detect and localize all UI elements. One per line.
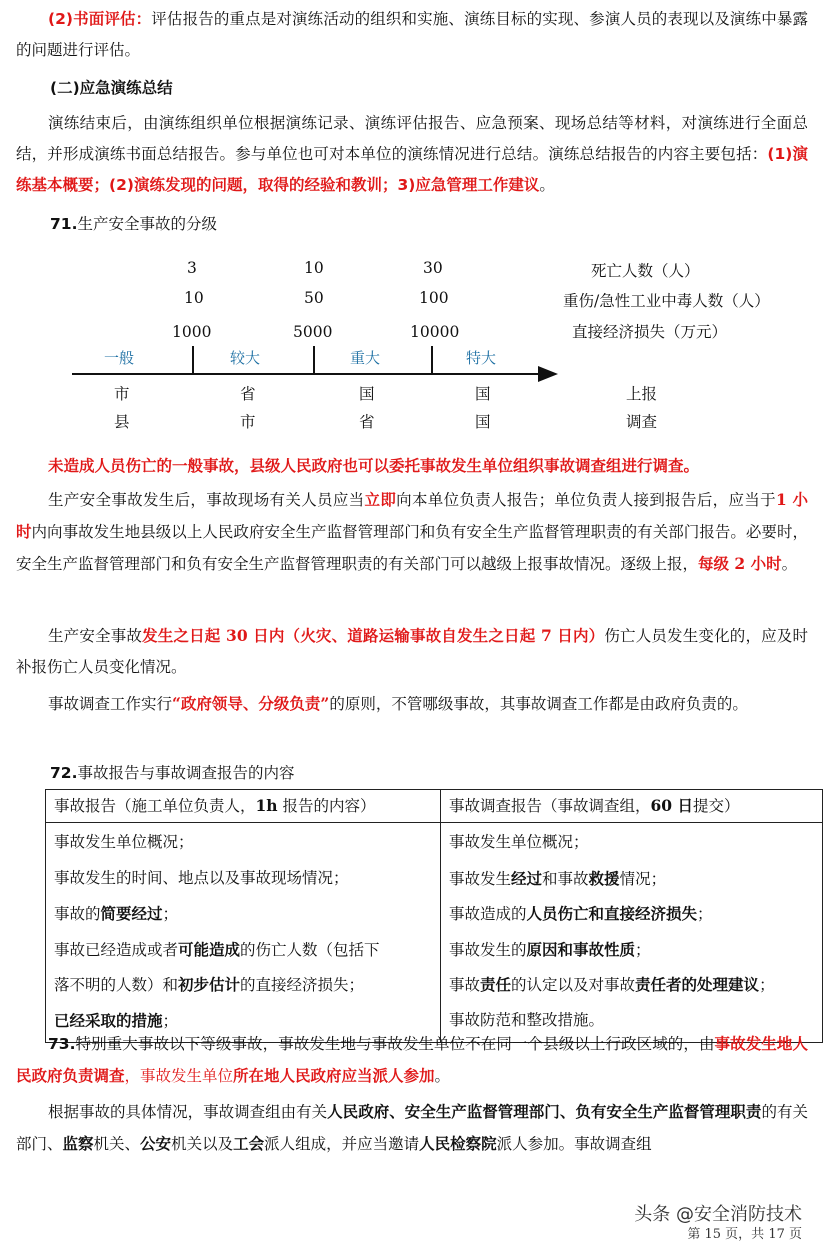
red-note-text: 未造成人员伤亡的一般事故，县级人民政府也可以委托事故发生单位组织事故调查组进行调查。 (48, 457, 700, 475)
accident-report-contents (46, 823, 441, 1043)
death-count-label: 死亡人数（人） (591, 262, 700, 280)
right-item-2c: 和事故 (542, 869, 589, 888)
grade-serious: 重大 (350, 349, 381, 367)
list-item (449, 932, 814, 968)
list-item (449, 825, 814, 861)
page-number: 第 15 页，共 17 页 (687, 1227, 802, 1242)
item-73-highlight-1: 事故发生地人民政府负责调查 (16, 1034, 808, 1085)
left-item-5a: 落不明的人数）和 (54, 976, 179, 994)
right-item-2d: 救援 (588, 868, 620, 888)
list-item (54, 967, 432, 1003)
item-72-number: 72. (50, 764, 78, 782)
injury-count-label: 重伤/急性工业中毒人数（人） (563, 292, 770, 310)
red-note (48, 451, 818, 482)
investigate-level-major-minor: 市 (240, 413, 256, 431)
reporting-one-hour: 1 小时 (16, 490, 808, 541)
item-72-heading (50, 761, 294, 783)
grade-major-minor: 较大 (230, 349, 261, 367)
team-bold-2: 监察 (62, 1134, 94, 1153)
left-item-2: 事故发生的时间、地点以及事故现场情况； (54, 868, 349, 887)
report-level-especially-serious: 国 (475, 385, 491, 403)
left-header-text-b: 1h (255, 796, 278, 815)
loss-threshold-3: 10000 (410, 323, 460, 341)
right-item-2e: 情况； (619, 869, 667, 888)
left-header-text-c: 报告的内容） (277, 797, 376, 815)
casualty-text-1: 生产安全事故 (48, 627, 143, 645)
right-item-4a: 事故发生的 (449, 940, 527, 959)
right-item-2a: 事故发生 (449, 869, 512, 888)
team-bold-4: 工会 (233, 1134, 265, 1153)
death-threshold-1: 3 (187, 259, 197, 277)
drill-summary-text: 演练结束后，由演练组织单位根据演练记录、演练评估报告、应急预案、现场总结等材料，对演练进行全面总结，并形成演练书面总结报告。参与单位也可对本单位的演练情况进行总结。演练总结报告的内容主要包括： (16, 114, 808, 163)
right-header-text-b: 60 日 (650, 796, 693, 815)
item-71-heading (50, 212, 217, 234)
principle-highlight: “政府领导、分级负责” (172, 694, 330, 713)
investigate-level-especially-serious: 国 (475, 413, 491, 431)
economic-loss-label: 直接经济损失（万元） (572, 323, 728, 341)
grade-general: 一般 (104, 349, 135, 367)
injury-threshold-1: 10 (184, 289, 204, 307)
axis-tick-2 (313, 346, 315, 374)
written-evaluation-paragraph (16, 4, 808, 66)
team-text-1: 根据事故的具体情况，事故调查组由有关 (48, 1103, 328, 1121)
list-item (54, 861, 432, 897)
casualty-text-2: 伤亡人员发生变化的，应及时补报伤亡人员变化情况。 (16, 627, 808, 676)
left-item-4b: 可能造成 (178, 939, 241, 959)
team-bold-1: 人民政府、安全生产监督管理部门、负有安全生产监督管理职责 (327, 1102, 762, 1121)
item-73-number: 73. (48, 1035, 76, 1053)
right-header-text-c: 提交） (692, 797, 740, 815)
team-text-4: 机关以及 (171, 1135, 234, 1153)
left-item-4c: 的伤亡人数（包括下 (240, 940, 380, 959)
right-item-5d: 责任者的处理建议 (635, 975, 760, 994)
right-item-4c: ； (635, 940, 651, 959)
table-header-accident-report (46, 790, 441, 823)
left-item-1: 事故发生单位概况； (54, 833, 194, 851)
report-level-serious: 国 (359, 385, 375, 403)
left-item-3b: 简要经过 (100, 904, 163, 923)
list-item (449, 861, 814, 897)
arrow-right-icon (538, 366, 558, 382)
investigate-row-label: 调查 (626, 413, 658, 431)
principle-text-2: 的原则，不管哪级事故，其事故调查工作都是由政府负责的。 (329, 695, 748, 713)
right-item-6: 事故防范和整改措施。 (449, 1010, 605, 1029)
drill-summary-end: 。 (539, 176, 555, 194)
written-evaluation-lead: (2)书面评估： (48, 10, 152, 28)
report-row-label: 上报 (626, 385, 658, 403)
right-item-5c: 的认定以及对事故 (511, 976, 636, 994)
casualty-deadline: 发生之日起 30 日内（火灾、道路运输事故自发生之日起 7 日内） (142, 626, 605, 645)
reporting-text-1: 生产安全事故发生后，事故现场有关人员应当 (48, 491, 365, 509)
left-item-6a: 已经采取的措施 (54, 1010, 163, 1030)
left-item-4a: 事故已经造成或者 (54, 940, 179, 959)
principle-text-1: 事故调查工作实行 (48, 695, 173, 713)
reporting-text-4: 。 (781, 555, 798, 573)
team-text-5: 派人组成，并应当邀请 (264, 1135, 420, 1153)
team-bold-5: 人民检察院 (419, 1134, 497, 1153)
drill-summary-highlight: (1)演练基本概要；(2)演练发现的问题，取得的经验和教训；3)应急管理工作建议 (16, 145, 808, 194)
injury-threshold-2: 50 (304, 289, 324, 307)
item-73-highlight-2: 所在地人民政府应当派人参加 (233, 1066, 435, 1085)
left-item-6b: ； (162, 1011, 179, 1030)
reporting-two-hours: 每级 2 小时 (698, 554, 782, 573)
right-item-1: 事故发生单位概况； (449, 833, 589, 851)
investigation-principle-paragraph (16, 688, 808, 720)
team-text-2: 的有关部门、 (16, 1103, 808, 1153)
drill-summary-paragraph (16, 108, 808, 201)
right-header-text-a: 事故调查报告（事故调查组， (449, 797, 651, 815)
team-bold-3: 公安 (140, 1134, 172, 1153)
watermark: 头条 @安全消防技术 (634, 1204, 802, 1225)
list-item (449, 896, 814, 932)
grading-axis-line (72, 373, 540, 375)
item-71-number: 71. (50, 215, 78, 233)
item-72-title: 事故报告与事故调查报告的内容 (77, 764, 295, 782)
section-heading-drill-summary: (二)应急演练总结 (50, 79, 173, 97)
left-item-3c: ； (162, 905, 179, 923)
report-level-major-minor: 省 (240, 385, 256, 403)
list-item (54, 896, 432, 932)
investigate-level-serious: 省 (359, 413, 375, 431)
death-threshold-2: 10 (304, 259, 324, 277)
axis-tick-3 (431, 346, 433, 374)
list-item (54, 932, 432, 968)
item-71-title: 生产安全事故的分级 (77, 215, 217, 233)
item-73-text-3: 。 (434, 1067, 451, 1085)
item-73-text-2: ，事故发生单位 (124, 1067, 234, 1085)
reporting-paragraph (16, 484, 808, 580)
right-item-3b: 人员伤亡和直接经济损失 (526, 904, 698, 923)
report-comparison-table (45, 789, 823, 1043)
item-73-paragraph (16, 1028, 808, 1092)
item-73-text-1: 特别重大事故以下等级事故，事故发生地与事故发生单位不在同一个县级以上行政区域的，由 (75, 1035, 715, 1053)
loss-threshold-2: 5000 (293, 323, 333, 341)
loss-threshold-1: 1000 (172, 323, 212, 341)
team-text-3: 机关、 (93, 1135, 141, 1153)
investigate-level-general: 县 (114, 413, 130, 431)
left-item-3a: 事故的 (54, 905, 101, 923)
left-header-text-a: 事故报告（施工单位负责人， (54, 797, 256, 815)
investigation-report-contents (441, 823, 823, 1043)
right-item-5b: 责任 (480, 975, 512, 994)
right-item-3a: 事故造成的 (449, 905, 527, 923)
table-header-investigation-report (441, 790, 823, 823)
written-evaluation-text: 评估报告的重点是对演练活动的组织和实施、演练目标的实现、参演人员的表现以及演练中暴露的问题进行评估。 (16, 10, 808, 59)
casualty-update-paragraph (16, 620, 808, 683)
right-item-3c: ； (697, 905, 713, 923)
right-item-5a: 事故 (449, 976, 481, 994)
reporting-text-2: 向本单位负责人报告；单位负责人接到报告后，应当于 (396, 491, 776, 509)
axis-tick-1 (192, 346, 194, 374)
team-text-6: 派人参加。事故调查组 (496, 1135, 652, 1153)
right-item-5e: ； (759, 976, 775, 994)
reporting-immediately: 立即 (364, 490, 397, 509)
report-level-general: 市 (114, 385, 130, 403)
list-item (54, 825, 432, 861)
injury-threshold-3: 100 (419, 289, 449, 307)
left-item-5b: 初步估计 (178, 975, 241, 994)
reporting-text-3: 内向事故发生地县级以上人民政府安全生产监督管理部门和负有安全生产监督管理职责的有关部门报告。必要时，安全生产监督管理部门和负有安全生产监督管理职责的有关部门可以越级上报事故情况。逐级上报， (16, 523, 808, 573)
right-item-4b: 原因和事故性质 (526, 939, 636, 959)
investigation-team-paragraph (16, 1096, 808, 1160)
left-item-5c: 的直接经济损失； (240, 976, 365, 994)
list-item (449, 967, 814, 1003)
right-item-2b: 经过 (511, 868, 543, 888)
grade-especially-serious: 特大 (466, 349, 497, 367)
death-threshold-3: 30 (423, 259, 443, 277)
